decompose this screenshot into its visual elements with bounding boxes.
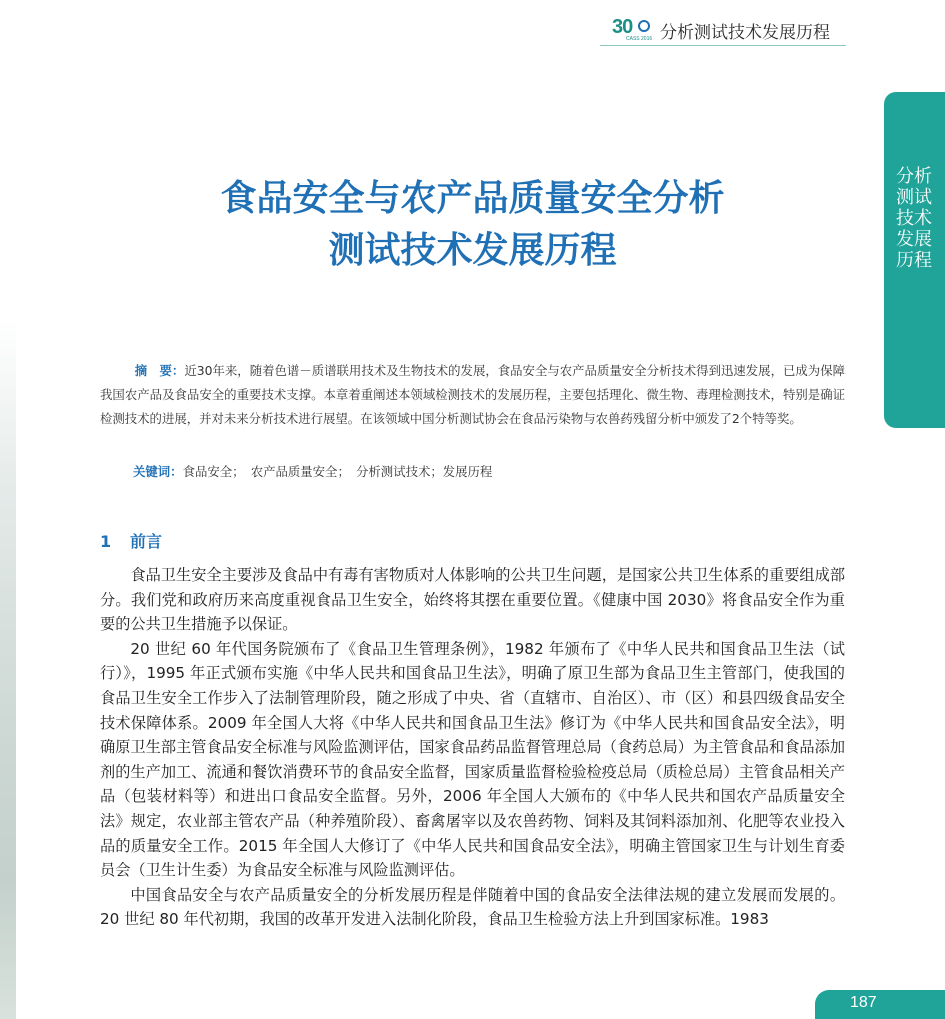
chapter-side-tab-label: 分析测试技术发展历程 [896,166,932,271]
anniversary-logo [612,14,658,44]
logo-number: 30 [612,16,633,38]
chapter-side-tab [884,92,945,428]
header-rule [600,45,846,46]
keywords [100,460,845,484]
title-line-1: 食品安全与农产品质量安全分析 [220,177,725,219]
abstract-paragraph [100,359,845,431]
running-header [600,14,850,48]
body-paragraph-1: 食品卫生安全主要涉及食品中有毒有害物质对人体影响的公共卫生问题，是国家公共卫生体系的重要组成部分。我们党和政府历来高度重视食品卫生安全，始终将其摆在重要位置。《健康中国 2030》将食品安全作为重要的公共卫生措施予以保证。 [100,566,845,634]
page-number-badge [815,990,945,1019]
page-number: 187 [850,994,877,1011]
side-decoration [0,320,16,1019]
body-paragraph-2: 20 世纪 60 年代国务院颁布了《食品卫生管理条例》，1982 年颁布了《中华人民共和国食品卫生法（试行）》，1995 年正式颁布实施《中华人民共和国食品卫生法》，明确了原卫生部为食品卫生主管部门，使我国的食品卫生安全工作步入了法制管理阶段，随之形成了中央、省（直辖市、自治区）、市（区）和县四级食品安全技术保障体系。2009 年全国人大将《中华人民共和国食品卫生法》修订为《中华人民共和国食品安全法》，明确原卫生部主管食品安全标准与风险监测评估，国家食品药品监督管理总局（食药总局）为主管食品和食品添加剂的生产加工、流通和餐饮消费环节的食品安全监督，国家质量监督检验检疫总局（质检总局）主管食品相关产品（包装材料等）和进出口食品安全监督。另外，2006 年全国人大颁布的《中华人民共和国农产品质量安全法》规定，农业部主管农产品（种养殖阶段）、畜禽屠宰以及农兽药物、饲料及其饲料添加剂、化肥等农业投入品的质量安全工作。2015 年全国人大修订了《中华人民共和国食品安全法》，明确主管国家卫生与计划生育委员会（卫生计生委）为食品安全标准与风险监测评估。 [100,639,845,880]
body-text [100,563,845,932]
section-number: 1 [100,532,112,551]
abstract-label: 摘 要： [134,363,185,378]
body-paragraph-3: 中国食品安全与农产品质量安全的分析发展历程是伴随着中国的食品安全法律法规的建立发展而发展的。20 世纪 80 年代初期，我国的改革开发进入法制化阶段，食品卫生检验方法上升到国家标准。1983 [100,885,845,929]
keywords-text: 食品安全； 农产品质量安全； 分析测试技术；发展历程 [182,464,493,479]
section-heading [100,529,162,552]
page-title [100,172,845,276]
abstract-text: 近30年来，随着色谱－质谱联用技术及生物技术的发展，食品安全与农产品质量安全分析技术得到迅速发展，已成为保障我国农产品及食品安全的重要技术支撑。本章着重阐述本领域检测技术的发展历程，主要包括理化、微生物、毒理检测技术，特别是确证检测技术的进展，并对未来分析技术进行展望。在该领域中国分析测试协会在食品污染物与农兽药残留分析中颁发了2个特等奖。 [100,363,845,426]
keywords-label: 关键词： [133,464,183,479]
abstract [100,359,845,431]
section-title: 前言 [130,532,163,551]
header-title: 分析测试技术发展历程 [660,23,830,43]
title-line-2: 测试技术发展历程 [328,229,617,271]
logo-caption: CASS 2016 [626,36,653,42]
logo-ring-icon [638,20,650,32]
